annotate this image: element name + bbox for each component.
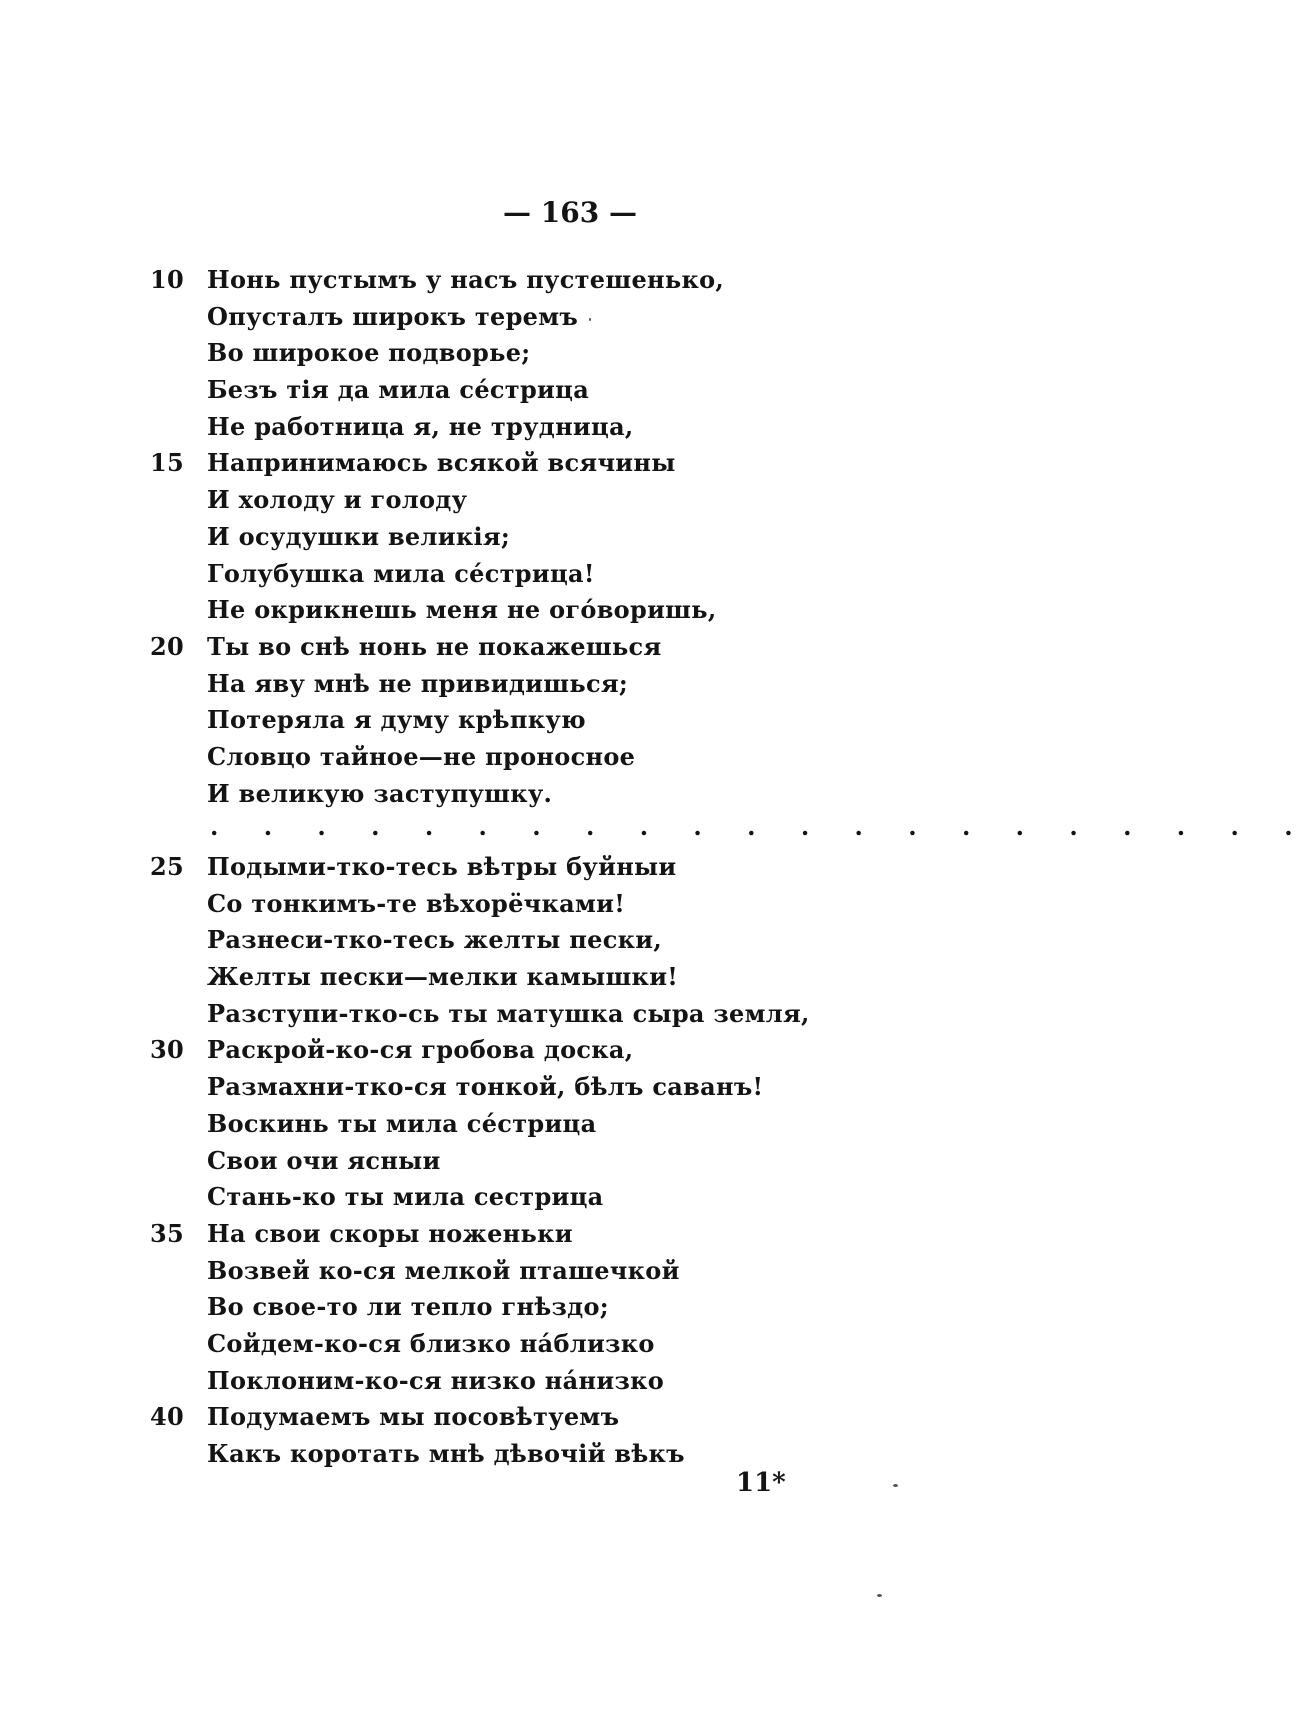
line-text: Какъ коротать мнѣ дѣвочій вѣкъ (207, 1439, 685, 1468)
line-text: Во свое-то ли тепло гнѣздо; (207, 1292, 609, 1322)
line-text: Голубушка мила се́стрица! (207, 558, 595, 588)
line-text: Подыми-тко-тесь вѣтры буйныи (207, 852, 677, 881)
poem-line (0, 1216, 1140, 1253)
poem-line (0, 409, 1140, 446)
poem-line (0, 335, 1140, 372)
line-text: На яву мнѣ не привидишься; (207, 668, 629, 698)
scan-speck (877, 1594, 882, 1597)
poem-line (0, 445, 1140, 482)
line-text: На свои скоры ноженьки (207, 1218, 573, 1248)
poem-line (0, 666, 1140, 703)
line-text: Напринимаюсь всякой всячины (207, 448, 676, 478)
line-number: 40 (150, 1402, 184, 1432)
line-text: Нонь пустымъ у насъ пустешенько, (207, 265, 725, 294)
poem-line (0, 1399, 1140, 1436)
line-text: Раскрой-ко-ся гробова доска, (207, 1035, 634, 1065)
line-number: 20 (150, 631, 184, 661)
line-text: Не работница я, не трудница, (207, 411, 634, 441)
line-text: Воскинь ты мила се́стрица (207, 1108, 597, 1138)
line-number: 25 (150, 852, 184, 881)
poem-line (0, 556, 1140, 593)
line-text: Во широкое подворье; (207, 338, 531, 368)
line-text: И великую заступушку. (207, 778, 553, 808)
page-number: — 163 — (503, 196, 637, 229)
line-text: Стань-ко ты мила сестрица (207, 1182, 604, 1212)
ellipsis-separator (0, 812, 1311, 849)
line-text: Сойдем-ко-ся близко на́близко (207, 1328, 655, 1358)
line-text: И осудушки великія; (207, 521, 511, 551)
poem-line (0, 739, 1140, 776)
line-text: Со тонкимъ-те вѣхорёчками! (207, 888, 626, 918)
line-text: Не окрикнешь меня не ого́воришь, (207, 595, 717, 625)
poem-line (0, 262, 1140, 299)
poem-line (0, 519, 1140, 556)
line-number: 10 (150, 265, 184, 294)
poem-line (0, 776, 1140, 813)
line-text: Безъ тія да мила се́стрица (207, 375, 590, 405)
poem-line (0, 996, 1140, 1033)
poem-line (0, 1363, 1140, 1400)
line-text: Словцо тайное—не проносное (207, 741, 636, 771)
line-text: И холоду и голоду (207, 485, 468, 515)
line-text: Ты во снѣ нонь не покажешься (207, 631, 662, 661)
line-text: Разступи-тко-сь ты матушка сыра земля, (207, 998, 810, 1028)
line-number: 30 (150, 1035, 184, 1065)
line-text: Потеряла я думу крѣпкую (207, 705, 586, 735)
poem-line (0, 1436, 1140, 1473)
poem-line (0, 1253, 1140, 1290)
scan-speck (893, 1484, 898, 1487)
line-text: Подумаемъ мы посовѣтуемъ (207, 1402, 620, 1432)
line-text: Разнеси-тко-тесь желты пески, (207, 925, 663, 955)
poem-line (0, 1326, 1140, 1363)
poem-line (0, 629, 1140, 666)
line-number: 35 (150, 1218, 184, 1248)
line-text: Опусталъ широкъ теремъ (207, 301, 579, 331)
line-text: Размахни-тко-ся тонкой, бѣлъ саванъ! (207, 1072, 764, 1102)
poem-line (0, 886, 1140, 923)
poem-line (0, 1032, 1140, 1069)
poem-line (0, 1106, 1140, 1143)
poem-line (0, 1069, 1140, 1106)
poem-line (0, 959, 1140, 996)
poem-line (0, 372, 1140, 409)
poem-line (0, 702, 1140, 739)
line-text: Свои очи ясныи (207, 1145, 441, 1175)
poem (0, 262, 1311, 1473)
line-text: Возвей ко-ся мелкой пташечкой (207, 1255, 680, 1285)
poem-line (0, 922, 1140, 959)
poem-line (0, 849, 1140, 886)
line-number: 15 (150, 448, 184, 478)
poem-line (0, 1143, 1140, 1180)
ellipsis-dots: . . . . . . . . . . . . . . . . . . . . . (210, 812, 1311, 842)
poem-line (0, 592, 1140, 629)
poem-line (0, 1289, 1140, 1326)
poem-line (0, 482, 1140, 519)
poem-line (0, 299, 1140, 336)
signature-mark: 11* (736, 1468, 786, 1498)
poem-line (0, 1179, 1140, 1216)
line-text: Поклоним-ко-ся низко на́низко (207, 1365, 665, 1395)
scan-speck (589, 318, 591, 321)
line-text: Желты пески—мелки камышки! (207, 962, 679, 992)
